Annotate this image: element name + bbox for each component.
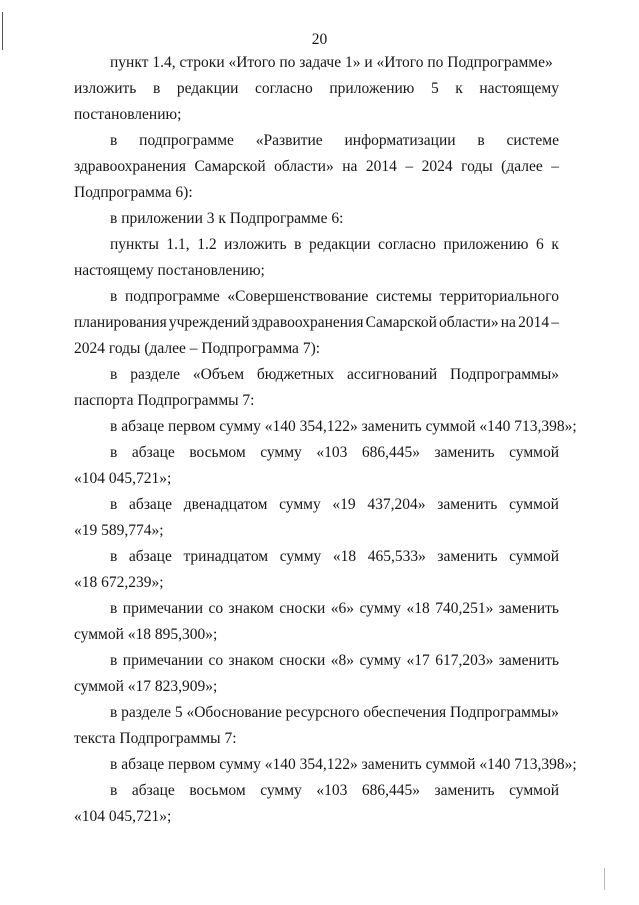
text-line: изложить в редакции согласно приложению 5 к настоящему — [74, 80, 559, 97]
text-line: в разделе «Объем бюджетных ассигнований Подпрограммы» — [110, 366, 559, 383]
text-line: в приложении 3 к Подпрограмме 6: — [110, 210, 344, 227]
paragraph — [74, 492, 559, 544]
paragraph — [74, 440, 559, 492]
text-line: Подпрограмма 6): — [74, 184, 193, 201]
paragraph — [74, 700, 559, 752]
text-line: настоящему постановлению; — [74, 262, 265, 279]
text-line: в абзаце первом сумму «140 354,122» заменить суммой «140 713,398»; — [110, 756, 577, 773]
paragraph — [74, 778, 559, 830]
text-line: в примечании со знаком сноски «6» сумму «18 740,251» заменить — [110, 600, 559, 617]
text-line: в подпрограмме «Совершенствование системы территориального — [110, 288, 559, 305]
text-line: в подпрограмме «Развитие информатизации в системе — [110, 132, 559, 149]
text-line: здравоохранения Самарской области» на 2014 – 2024 годы (далее – — [74, 158, 559, 175]
text-line: в абзаце тринадцатом сумму «18 465,533» заменить суммой — [110, 548, 559, 565]
text-line: в абзаце восьмом сумму «103 686,445» заменить суммой — [110, 782, 559, 799]
paragraph — [74, 752, 577, 778]
text-line: суммой «18 895,300»; — [74, 626, 218, 643]
text-line: постановлению; — [74, 106, 182, 123]
paragraph — [74, 206, 559, 232]
text-line: 2024 годы (далее – Подпрограмма 7): — [74, 340, 321, 357]
text-line: планирования учреждений здравоохранения Самарской области» на 2014 – — [74, 314, 559, 331]
text-line: в абзаце двенадцатом сумму «19 437,204» заменить суммой — [110, 496, 559, 513]
text-line: пункты 1.1, 1.2 изложить в редакции согласно приложению 6 к — [110, 236, 559, 253]
text-line: «19 589,774»; — [74, 522, 164, 539]
paragraph — [74, 284, 559, 362]
document-body — [74, 50, 577, 830]
paragraph — [74, 128, 559, 206]
text-line: в абзаце восьмом сумму «103 686,445» заменить суммой — [110, 444, 559, 461]
paragraph — [74, 362, 559, 414]
paragraph — [74, 544, 559, 596]
text-line: «104 045,721»; — [74, 808, 172, 825]
paragraph — [74, 232, 559, 284]
text-line: «18 672,239»; — [74, 574, 164, 591]
text-line: в разделе 5 «Обоснование ресурсного обеспечения Подпрограммы» — [110, 704, 559, 721]
text-line: суммой «17 823,909»; — [74, 678, 218, 695]
paragraph — [74, 648, 559, 700]
scan-edge-mark — [604, 868, 605, 890]
paragraph — [74, 596, 559, 648]
paragraph — [74, 414, 577, 440]
text-line: в абзаце первом сумму «140 354,122» заменить суммой «140 713,398»; — [110, 418, 577, 435]
paragraph — [74, 50, 559, 128]
text-line: текста Подпрограммы 7: — [74, 730, 237, 747]
text-line: паспорта Подпрограммы 7: — [74, 392, 255, 409]
page-number: 20 — [311, 31, 328, 48]
text-line: в примечании со знаком сноски «8» сумму «17 617,203» заменить — [110, 652, 559, 669]
text-line: «104 045,721»; — [74, 470, 172, 487]
text-line: пункт 1.4, строки «Итого по задаче 1» и «Итого по Подпрограмме» — [110, 54, 553, 71]
